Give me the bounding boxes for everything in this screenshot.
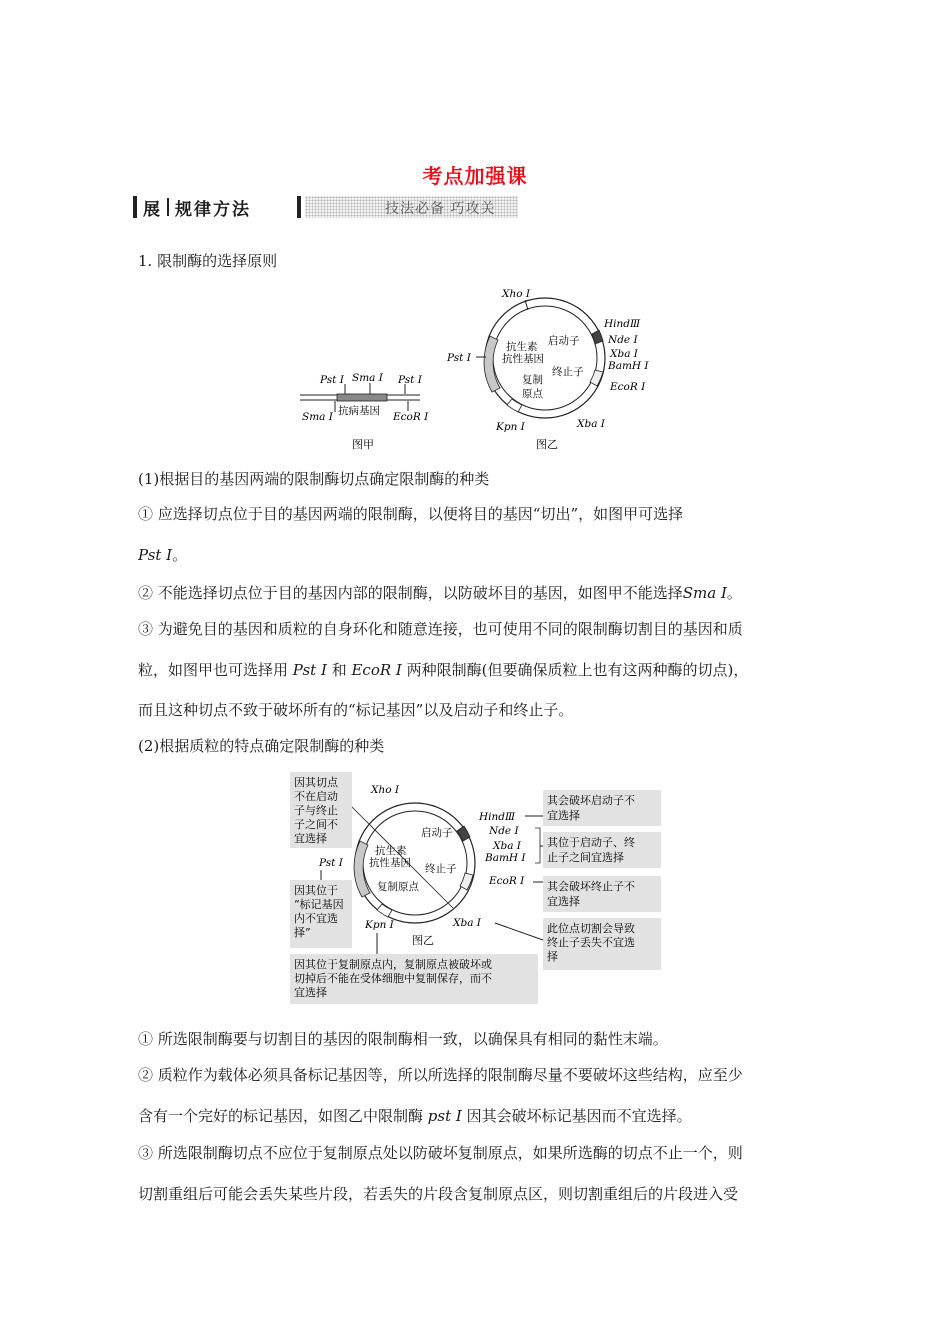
box-xho-line4: 子之间不 [294,818,338,831]
box-xho-line1: 因其切点 [294,776,338,789]
yi-terminator: 终止子 [552,366,584,378]
yi-hind: HindⅢ [604,318,641,330]
para-12: ③ 所选限制酶切点不应位于复制原点处以防破坏复制原点，如果所选酶的切点不止一个，则 [138,1144,743,1162]
box-kpn-line3: 宜选择 [294,986,327,999]
banner-bar-right [297,196,301,218]
yi-ecor: EcoR Ⅰ [610,381,646,393]
para-10: ② 质粒作为载体必须具备标记基因等，所以所选择的限制酶尽量不要破坏这些结构，应至少 [138,1066,743,1084]
para-1: (1)根据目的基因两端的限制酶切点确定限制酶的种类 [138,470,490,488]
para-2: ① 应选择切点位于目的基因两端的限制酶，以便将目的基因“切出”，如图甲可选择 [138,505,684,523]
para-3-end: 。 [172,546,188,564]
para-4-text: ② 不能选择切点位于目的基因内部的限制酶，以防破坏目的基因，如图甲不能选择 [138,584,683,602]
box-xho-line5: 宜选择 [294,832,327,845]
para-11 [138,1109,692,1124]
jia-caption: 图甲 [352,438,374,451]
fig2-box-xba [543,918,661,970]
para-9: ① 所选限制酶要与切割目的基因的限制酶相一致，以确保具有相同的黏性末端。 [138,1030,668,1048]
banner-tag: 技法必备 巧攻关 [385,201,496,217]
fig2-box-kpn [290,954,538,1004]
box-ecor-line2: 宜选择 [547,895,580,908]
fig2-box-nde [543,832,661,868]
para-11-text-b: 因其会破坏标记基因而不宜选择。 [466,1107,692,1125]
box-xho-line2: 不在启动 [294,790,338,803]
para-11-text-a: 含有一个完好的标记基因，如图乙中限制酶 [138,1107,424,1125]
jia-sma-bottom: Sma Ⅰ [302,411,333,423]
para-6-enzyme-1: Pst Ⅰ [292,661,327,679]
box-kpn-line1: 因其位于复制原点内，复制原点被破坏或 [294,958,492,971]
yi-kpn: Kpn Ⅰ [496,421,525,433]
page-title: 考点加强课 [422,164,528,188]
banner-separator [167,198,169,216]
fig2-pst: Pst Ⅰ [319,857,343,869]
fig2-hind: HindⅢ [479,811,516,823]
box-nde-line1: 其位于启动子、终 [547,836,635,849]
jia-pst-right: Pst Ⅰ [398,374,422,386]
para-3 [138,548,187,563]
fig2-xba1: Xba Ⅰ [493,840,521,852]
fig2-xba2: Xba Ⅰ [453,917,481,929]
banner-part2: 规律方法 [175,200,251,220]
fig2-box-ecor [543,876,661,912]
fig2-resist2: 抗性基因 [369,857,411,869]
yi-xba1: Xba Ⅰ [610,348,638,360]
jia-gene: 抗病基因 [338,405,380,417]
figure-jia [300,372,429,451]
figure-2 [285,768,665,1006]
para-3-enzyme: Pst Ⅰ [138,546,173,564]
yi-resist1: 抗生素 [506,341,538,353]
jia-pst-left: Pst Ⅰ [320,374,344,386]
yi-xba2: Xba Ⅰ [577,418,605,430]
box-hind-line1: 其会破坏启动子不 [547,794,635,807]
para-13: 切割重组后可能会丢失某些片段，若丢失的片段含复制原点区，则切割重组后的片段进入受 [138,1185,739,1203]
yi-xho: Xho Ⅰ [502,288,531,300]
fig2-xho: Xho Ⅰ [371,784,400,796]
box-pst-line2: “标记基因 [294,898,344,911]
box-xho-line3: 子与终止 [294,804,338,817]
banner-part1: 展 [143,200,160,220]
box-kpn-line2: 切掉后不能在受体细胞中复制保存，而不 [294,972,492,985]
para-4-end: 。 [726,584,742,602]
figure-1 [290,280,680,455]
yi-caption: 图乙 [536,438,558,451]
box-ecor-line1: 其会破坏终止子不 [547,880,635,893]
fig2-caption: 图乙 [412,934,434,947]
yi-promoter: 启动子 [548,335,580,347]
yi-resist2: 抗性基因 [502,353,544,365]
fig2-ecor: EcoR Ⅰ [489,875,525,887]
box-nde-line2: 止子之间宜选择 [547,851,624,864]
para-4-enzyme: Sma Ⅰ [682,584,727,602]
box-xba-line2: 终止子丢失不宜选 [547,936,635,949]
banner-bar-left [133,196,137,218]
para-6 [138,663,748,678]
yi-ori2: 原点 [522,388,543,400]
figure-yi [446,288,649,451]
para-5: ③ 为避免目的基因和质粒的自身环化和随意连接，也可使用不同的限制酶切割目的基因和质 [138,620,743,638]
fig2-box-pst [290,880,352,948]
heading-1: 1. 限制酶的选择原则 [138,252,278,270]
box-hind-line2: 宜选择 [547,809,580,822]
para-8: (2)根据质粒的特点确定限制酶的种类 [138,737,385,755]
section-banner [133,194,518,222]
para-11-enzyme: pst Ⅰ [427,1107,462,1125]
para-6-enzyme-2: EcoR Ⅰ [351,661,402,679]
para-4 [138,586,742,601]
yi-nde: Nde Ⅰ [608,334,638,346]
fig2-promoter: 启动子 [421,827,453,839]
fig2-terminator: 终止子 [425,863,457,875]
box-pst-line3: 内不宜选 [294,912,338,925]
fig2-ori: 复制原点 [377,881,419,893]
box-xba-line1: 此位点切割会导致 [547,922,635,935]
jia-sma-top: Sma Ⅰ [352,372,383,384]
yi-pst: Pst Ⅰ [447,352,471,364]
yi-ori1: 复制 [522,374,543,386]
jia-ecor: EcoR Ⅰ [393,411,429,423]
para-6-text-a: 粒，如图甲也可选择用 [138,661,289,679]
box-xba-line3: 择 [547,950,558,963]
fig2-box-xho [290,772,352,848]
fig2-box-hind [543,790,661,826]
fig2-bam: BamH Ⅰ [485,852,526,864]
para-6-text-b: 两种限制酶(但要确保质粒上也有这两种酶的切点)， [406,661,749,679]
yi-bam: BamH Ⅰ [608,360,649,372]
fig2-kpn: Kpn Ⅰ [365,919,394,931]
box-pst-line1: 因其位于 [294,884,338,897]
para-6-and: 和 [331,661,347,679]
para-7: 而且这种切点不致于破坏所有的“标记基因”以及启动子和终止子。 [138,701,574,719]
fig2-resist1: 抗生素 [375,845,407,857]
box-pst-line4: 择” [294,926,311,939]
fig2-nde: Nde Ⅰ [489,825,519,837]
